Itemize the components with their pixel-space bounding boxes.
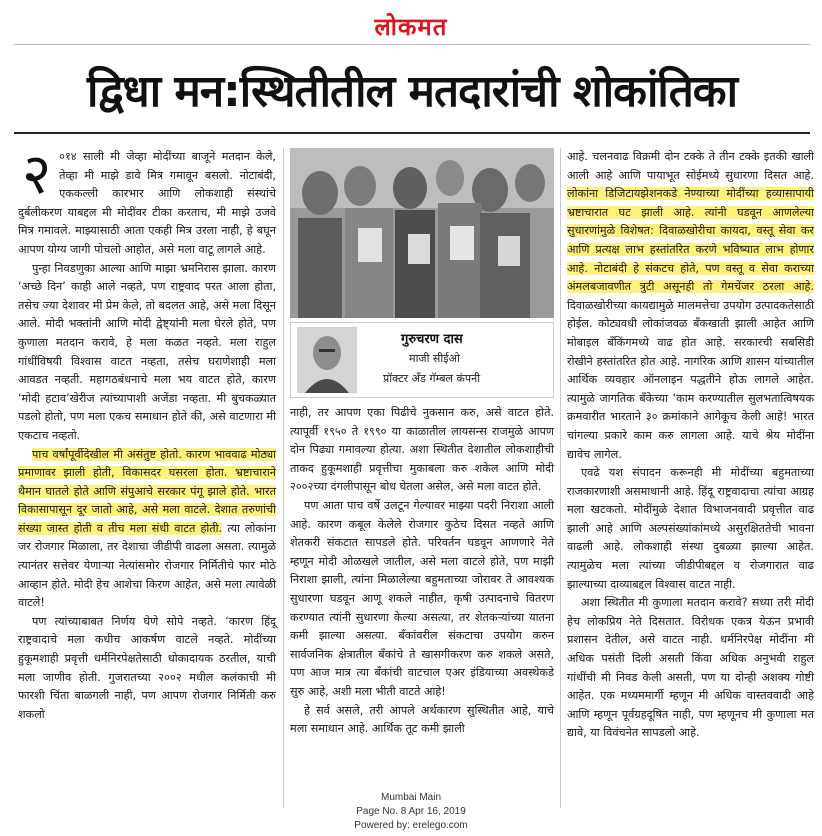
masthead [0,0,822,44]
paragraph [567,148,814,464]
paragraph: पण त्यांच्याबाबत निर्णय घेणे सोपे नव्हते. ‘कारण हिंदू राष्ट्रवादाचे मला कधीच आकर्षण वाटले नव्हते. मोदींच्या हुकूमशाही प्रवृत्ती धर्मनिरपेक्षतेसाठी धोकादायक ठरतील, याची मला जाणीव होती. गुजरातच्या २००२ मधील कलंकाची मी फारशी चिंता बाळगली नाही, पण आपण रोजगार निर्मिती करु शकलो [18,614,276,721]
author-box [290,322,554,398]
paragraph: पण आता पाच वर्षे उलटून गेल्यावर माझ्या पदरी निराशा आली आहे. कारण कबूल केलेले रोजगार कुठेच दिसत नव्हते आणि शेतकरी संकटात सापडले होते. परिवर्तन घडवून आणणारे नेते म्हणून मोदी ओळखले जातील, असे मला वाटले होते, पण माझी निराशा झाली, त्यांना मिळालेल्या बहुमताच्या जोरावर ते आवश्यक सुधारणा घडवून आणू शकले नाहीत, कृषी उत्पादनाचे वितरण करण्यात त्यांनी सुधारणा केल्या असत्या, तर शेतकऱ्यांच्या यातना कमी झाल्या असत्या. बँकांवरील संकटाचा उपयोग करुन सार्वजनिक क्षेत्रातील बँकांचे ते खासगीकरण करु शकले असते, पण आज मात्र त्या बँकांची वाटचाल एअर इंडियाच्या अवस्थेकडे सुरु आहे, अशी मला भीती वाटते आहे! [290,498,554,698]
drop-cap: २ [22,142,52,207]
footer-powered-by[interactable]: Powered by: erelego.com [354,820,468,831]
paragraph: पुन्हा निवडणुका आल्या आणि माझा भ्रमनिरास झाला. कारण ‘अच्छे दिन’ काही आले नव्हते, पण राष्ट्रवाद परत आला होता, तसेच ज्या देशावर मी प्रेम केले, तो बदलत आहे, असे मला दिसून आले. मोदी भक्तांनी आणि मोदी द्वेष्ट्यांनी मला घेरले होते, पण कुणाला मतदान करावे, हे मला कळत नव्हते. मला राहुल गांधींविषयी विश्वास वाटत नव्हता, तसेच घराणेशाही मला आवडत नव्हती. महागठबंधनाचे मला भय वाटत होते, कारण ‘मोदी हटाव’खेरीज त्यांच्यापाशी अजेंडा नव्हता. मी बुचकळ्यात पडलो होतो, पण मला एकच समाधान होते की, असे वाटणारा मी एकटाच नव्हतो. [18,261,276,442]
paragraph-text: आहे. चलनवाढ विक्रमी दोन टक्के ते तीन टक्के इतकी खाली आली आहे आणि पायाभूत सोईमध्ये सुधारणा दिसत आहे. [567,150,814,182]
footer-page-info: Page No. 8 Apr 16, 2019 [356,806,466,817]
article-headline: द्विधा मन:स्थितीतील मतदारांची शोकांतिका [86,66,737,117]
author-name: गुरुचरण दास [401,332,463,347]
paragraph: नाही, तर आपण एका पिढीचे नुकसान करु, असे वाटत होते. त्यापूर्वी १९५० ते १९९० या काळातील लायसन्स राजमुळे आपण दोन पिढ्या गमावल्या होत्या. अशा स्थितीत देशातील लोकशाहीची ताकद हुकूमशाही प्रवृत्तीचा मुकाबला करु शकेल आणि मोदी २००२च्या दंगलीपासून बोध घेतला असेल, असे मला वाटत होते. [290,406,554,494]
voters-photo [290,148,554,318]
lokmat-logo[interactable]: लोकमत [374,12,448,41]
masthead-divider [14,44,810,45]
paragraph: एवढे यश संपादन करूनही मी मोदींच्या बहुमताच्या राजकारणाशी असमाधानी आहे. हिंदू राष्ट्रवादाचा त्यांचा आग्रह मला खटकतो. मोदींमुळे देशात विभाजनवादी प्रवृत्तीत वाढ झाली आहे आणि अल्पसंख्यांकांमध्ये असुरक्षिततेची भावना वाढली आहे. लोकशाही संस्था दुबळ्या झाल्या आहेत. त्यामुळेच मला त्यांच्या जीडीपीबद्दल व रोजगारात वाढ झाल्याच्या दाव्याबद्दल विश्वास वाटत नाही. [567,466,814,591]
paragraph: अशा स्थितीत मी कुणाला मतदान करावे? सध्या तरी मोदी हेच लोकप्रिय नेते दिसतात. विरोधक एकत्र येऊन प्रभावी प्रशासन देतील, असे वाटत नाही. धर्मनिरपेक्ष मोदींना मी अधिक पसंती दिली असती किंवा अधिक अनुभवी राहुल गांधींची मी निवड केली असती, पण या दोन्ही अशक्य गोष्टी आहेत. एक मध्यममार्गी म्हणून मी अधिक वास्तववादी आहे आणि म्हणून पूर्वग्रहदूषित नाही, पण म्हणूनच मी कुणाला मत द्यावे, या विवंचनेत सापडलो आहे. [567,596,814,740]
column-divider [560,148,561,808]
author-company: प्रॉक्टर अँड गॅम्बल कंपनी [383,372,481,385]
paragraph-text: त्या लोकांना जर रोजगार मिळाला, तर देशाचा जीडीपी वाढला असता. त्यामुळे त्यानंतर सत्तेवर येणाऱ्या नेत्यांसमोर रोजगार निर्मितीचे फार मोठे आव्हान होते. मोदी हेच आशेचा किरण आहेत, असे मला त्यावेळी वाटले! [18,521,276,610]
highlighted-text: लोकांना डिजिटायझेशनकडे नेण्याच्या मोदींच्या हव्यासापायी भ्रष्टाचारात घट झाली आहे. त्यांनी घडवून आणलेल्या सुधारणांमुळे विशेषत: दिवाळखोरीचा कायदा, वस्तू सेवा कर आणि प्रत्यक्ष लाभ हस्तांतरित करणे भविष्यात लाभ होणार आहे. नोटाबंदी हे संकटच होते, पण वस्तू व सेवा कराच्या अंमलबजावणीत त्रुटी असूनही तो गेमचेंजर ठरला आहे. [567,187,814,294]
article-column-1 [18,142,276,724]
paragraph [18,446,276,613]
article-column-3 [567,148,814,743]
paragraph-text: दिवाळखोरीच्या कायद्यामुळे मालमत्तेचा उपयोग उत्पादकतेसाठी होईल. कोट्यवधी लोकांजवळ बँकखाती झाली आहेत आणि मोबाइल बँकिंगमध्ये वाढ होत आहे. सरकारची सबसिडी रोखीने हस्तांतरित होत आहे. नागरिक आणि शासन यांच्यातील आर्थिक व्यवहार ऑनलाइन पद्धतीने होऊ लागले आहेत. त्यामुळे जागतिक बँकेच्या ‘काम करण्यातील सुलभतात्विषयक क्रमवारीत भारताने ३० क्रमांकाने आगेकूच केली आहे! भारत चांगल्या प्रकारे काम करु लागला आहे. याचे श्रेय मोदींना द्यावेच लागेल. [567,298,814,461]
author-role: माजी सीईओ [409,352,460,365]
headline-rule [14,132,810,134]
paragraph: हे सर्व असले, तरी आपले अर्थकारण सुस्थितीत आहे, याचे मला समाधान आहे. आर्थिक तूट कमी झाली [290,703,554,736]
author-photo-image [297,327,357,393]
paragraph: ०१४ साली मी जेव्हा मोदींच्या बाजूने मतदान केले, तेव्हा मी माझे डावे मित्र गमावून बसलो. नोटाबंदी, एककल्ली कारभार आणि लोकशाही संस्थांचे दुर्बलीकरण याबद्दल मी मोदींवर टीका करताच, मी माझे उजवे मित्र गमावले. माझ्यासाठी आता एकही मित्र उरला नाही, हे बघून आपण योग्य जागी पोचलो आहोत, असे मला वाटू लागले आहे. [18,150,276,256]
column-divider [283,148,284,808]
highlighted-text: पाच वर्षांपूर्वीदेखील मी असंतुष्ट होतो. कारण भाववाढ मोठ्या प्रमाणावर झाली होती, विकासदर घसरला होता. भ्रष्टाचाराने थैमान घातले होते आणि संपुआचे सरकार पंगू झाले होते. भारत विकासापासून दूर जातो आहे, असे मला वाटले. देशात तरुणांची संख्या जास्त होती व तीच मला संधी वाटत होती. [18,447,276,535]
footer-edition: Mumbai Main [380,792,442,803]
author-portrait [297,327,357,393]
voters-photo-image [290,148,554,318]
article-column-2 [290,404,554,739]
